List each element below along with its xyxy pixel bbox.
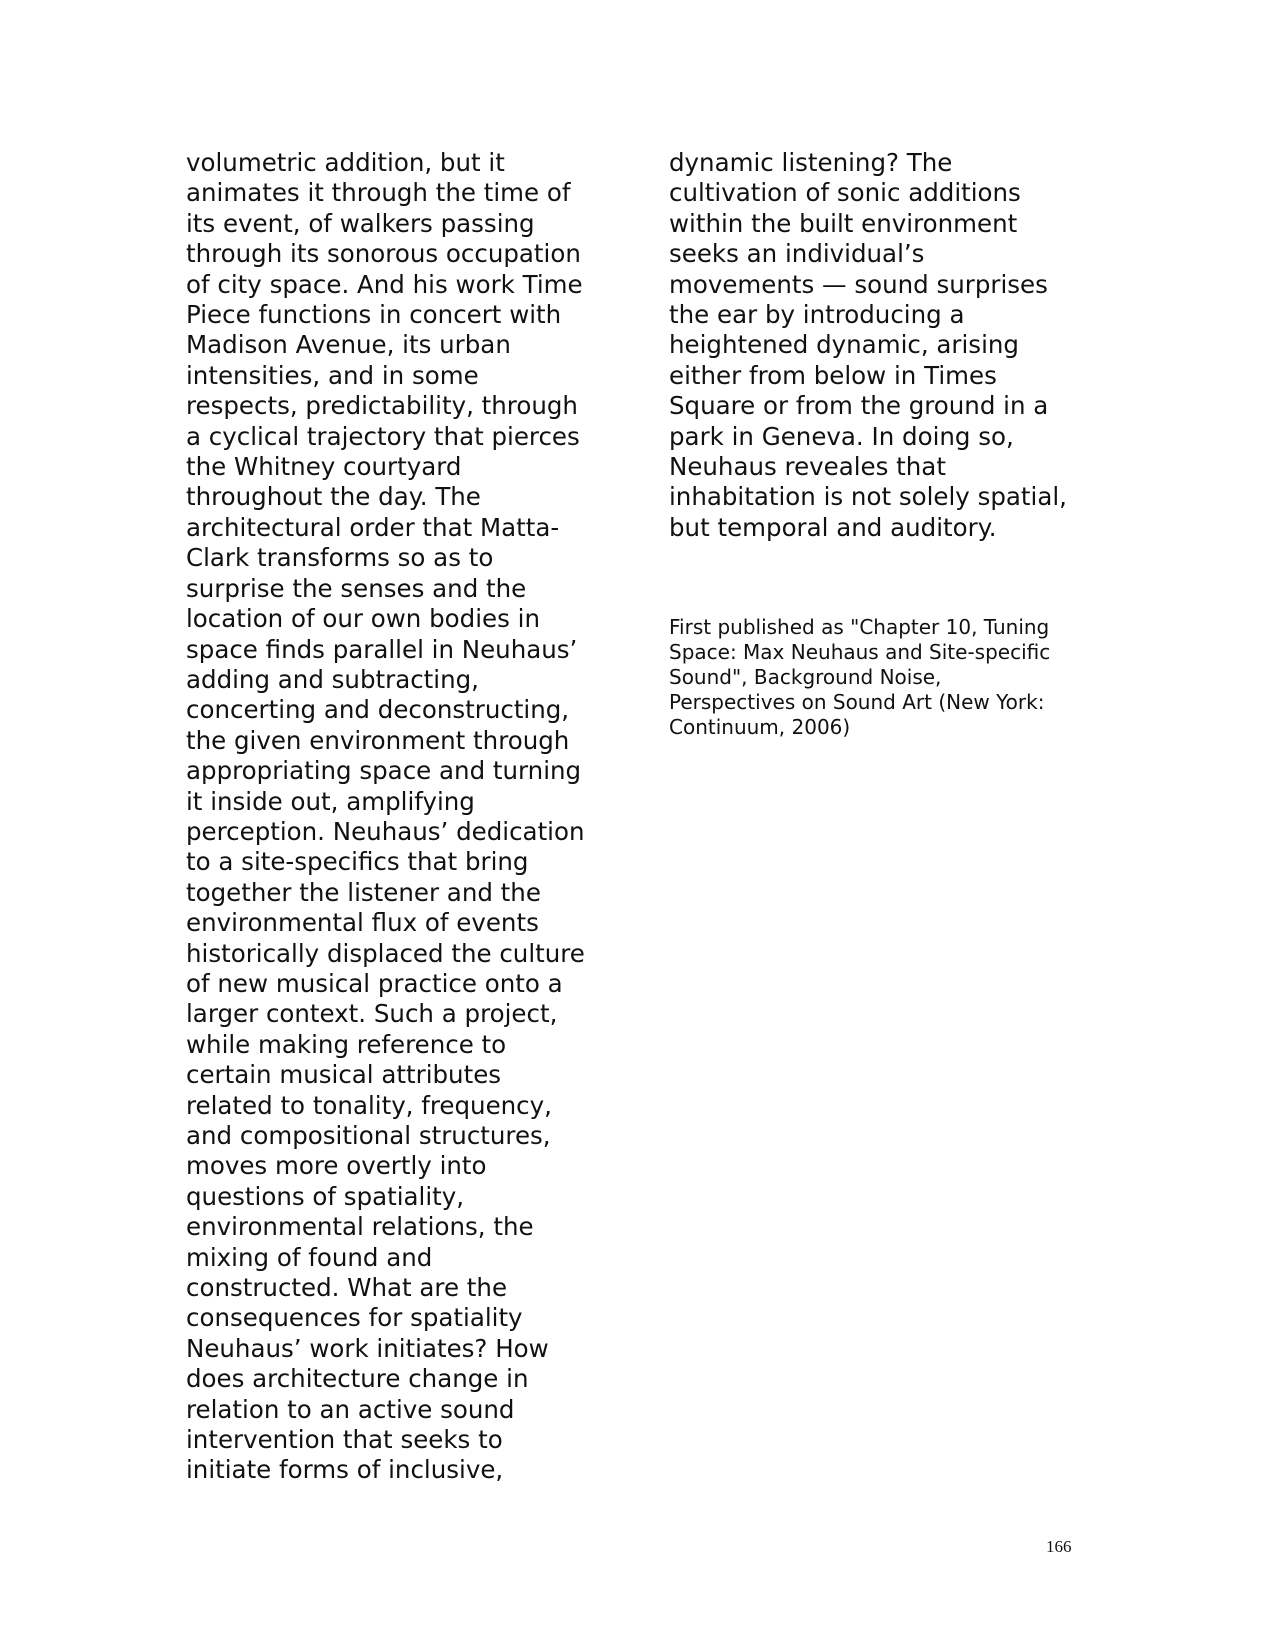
text-line: and compositional structures, bbox=[186, 1121, 551, 1150]
note-line: Continuum, 2006) bbox=[669, 715, 851, 739]
text-line: Clark transforms so as to bbox=[186, 543, 494, 573]
text-line: intensities, and in some bbox=[186, 360, 479, 390]
text-line: within the built environment bbox=[669, 208, 1018, 238]
text-line: moves more overtly into bbox=[186, 1151, 487, 1181]
text-line: throughout the day. The bbox=[186, 482, 481, 512]
text-line: intervention that seeks to bbox=[186, 1425, 503, 1455]
text-line: concerting and deconstructing, bbox=[186, 695, 570, 725]
publication-note bbox=[669, 615, 1089, 740]
note-line: First published as "Chapter 10, Tuning bbox=[669, 615, 1050, 639]
text-line: certain musical attributes bbox=[186, 1060, 502, 1090]
text-line: its event, of walkers passing bbox=[186, 208, 535, 238]
text-line: location of our own bodies in bbox=[186, 604, 540, 634]
text-line: cultivation of sonic additions bbox=[669, 178, 1021, 208]
note-line: Sound", Background Noise, bbox=[669, 665, 942, 689]
text-line: Square or from the ground in a bbox=[669, 391, 1049, 421]
text-line: initiate forms of inclusive, bbox=[186, 1455, 504, 1485]
text-line: but temporal and auditory. bbox=[669, 512, 997, 542]
text-line: to a site-specifics that bring bbox=[186, 847, 529, 877]
left-text-column bbox=[186, 148, 606, 1486]
text-line: environmental flux of events bbox=[186, 908, 539, 938]
text-line: questions of spatiality, bbox=[186, 1181, 465, 1211]
text-line: Neuhaus’ work initiates? How bbox=[186, 1333, 549, 1363]
note-line: Space: Max Neuhaus and Site-specific bbox=[669, 640, 1051, 664]
text-line: appropriating space and turning bbox=[186, 756, 582, 786]
text-line: the Whitney courtyard bbox=[186, 452, 462, 482]
text-line: seeks an individual’s bbox=[669, 239, 925, 269]
text-line: does architecture change in bbox=[186, 1364, 529, 1394]
text-line: of city space. And his work Time bbox=[186, 269, 583, 299]
text-line: movements — sound surprises bbox=[669, 269, 1048, 299]
text-line: consequences for spatiality bbox=[186, 1303, 523, 1333]
text-line: mixing of found and bbox=[186, 1242, 433, 1272]
text-line: historically displaced the culture bbox=[186, 938, 585, 968]
text-line: while making reference to bbox=[186, 1029, 507, 1059]
text-line: the ear by introducing a bbox=[669, 300, 965, 330]
text-line: animates it through the time of bbox=[186, 178, 571, 208]
text-line: respects, predictability, through bbox=[186, 391, 578, 421]
text-line: through its sonorous occupation bbox=[186, 239, 581, 269]
text-line: together the listener and the bbox=[186, 877, 541, 907]
text-line: inhabitation is not solely spatial, bbox=[669, 482, 1067, 512]
text-line: it inside out, amplifying bbox=[186, 786, 475, 816]
note-line: Perspectives on Sound Art (New York: bbox=[669, 690, 1045, 714]
text-line: a cyclical trajectory that pierces bbox=[186, 421, 580, 451]
text-line: heightened dynamic, arising bbox=[669, 330, 1019, 360]
text-line: architectural order that Matta- bbox=[186, 512, 560, 542]
text-line: surprise the senses and the bbox=[186, 573, 527, 603]
text-line: Madison Avenue, its urban bbox=[186, 330, 511, 360]
text-line: larger context. Such a project, bbox=[186, 999, 558, 1029]
right-text-column bbox=[669, 148, 1089, 543]
text-line: of new musical practice onto a bbox=[186, 968, 563, 998]
text-line: either from below in Times bbox=[669, 360, 997, 390]
text-line: environmental relations, the bbox=[186, 1212, 534, 1242]
text-line: Piece functions in concert with bbox=[186, 300, 562, 330]
text-line: constructed. What are the bbox=[186, 1273, 508, 1303]
text-line: volumetric addition, but it bbox=[186, 148, 505, 177]
page-number: 166 bbox=[1046, 1537, 1072, 1556]
text-line: perception. Neuhaus’ dedication bbox=[186, 816, 585, 846]
text-line: relation to an active sound bbox=[186, 1394, 515, 1424]
text-line: park in Geneva. In doing so, bbox=[669, 421, 1014, 451]
text-line: space finds parallel in Neuhaus’ bbox=[186, 634, 578, 664]
text-line: adding and subtracting, bbox=[186, 664, 479, 694]
text-line: Neuhaus reveales that bbox=[669, 452, 946, 482]
text-line: the given environment through bbox=[186, 725, 570, 755]
text-line: related to tonality, frequency, bbox=[186, 1090, 552, 1120]
text-line: dynamic listening? The bbox=[669, 148, 953, 177]
